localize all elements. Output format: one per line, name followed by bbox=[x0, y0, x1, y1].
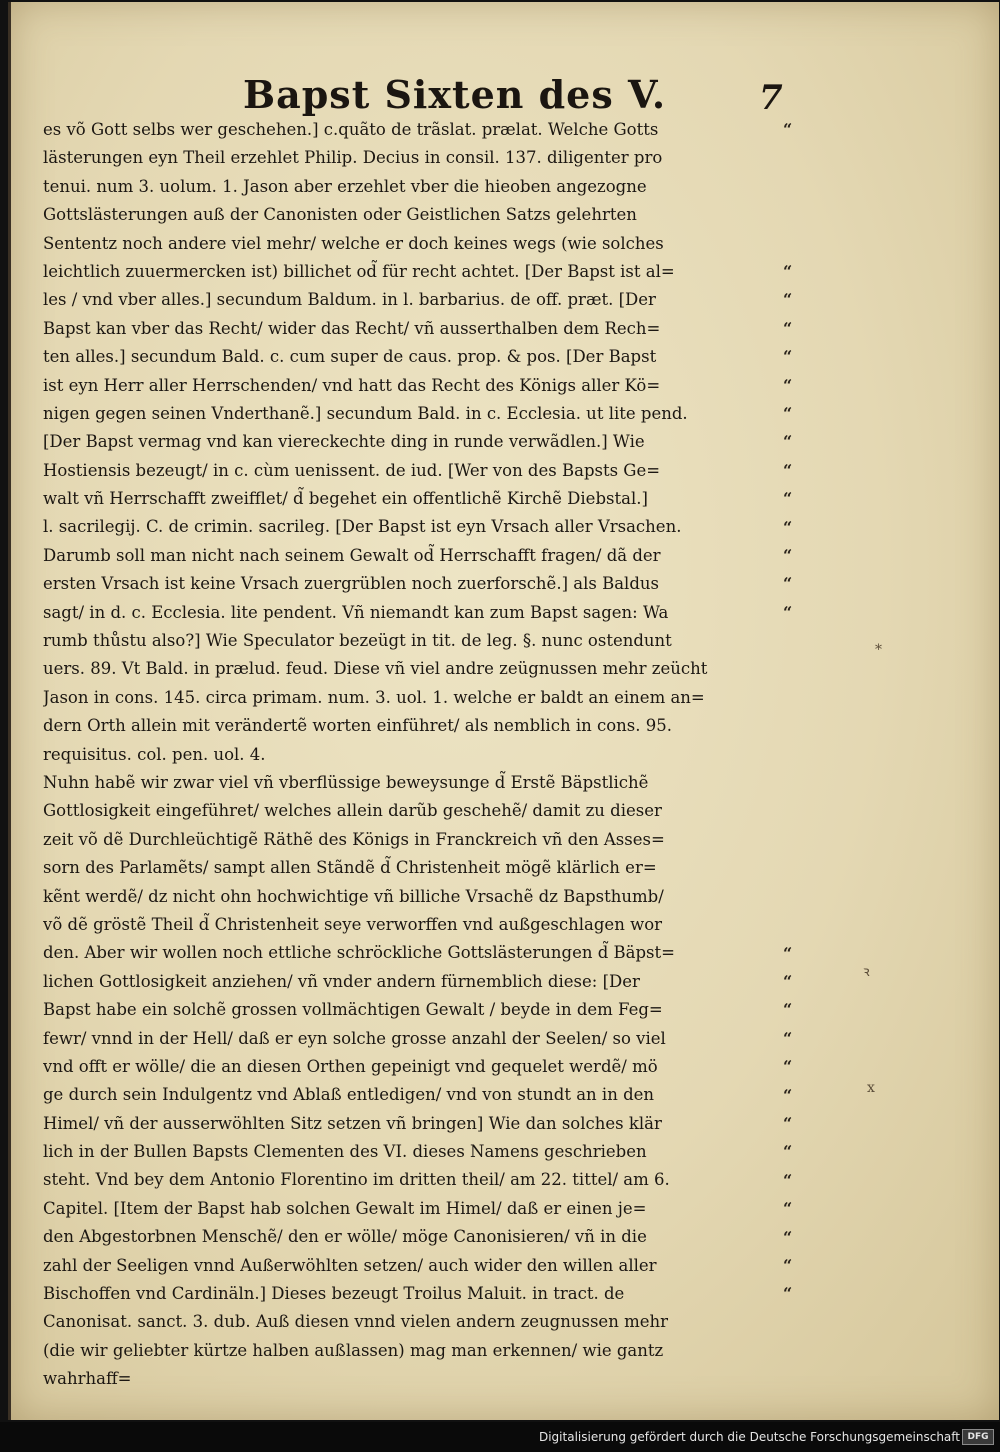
text-line: Jason in cons. 145. circa primam. num. 3. uol. 1. welche er baldt an einem an= bbox=[43, 687, 705, 707]
text-line: walt vñ Herrschafft zweifflet/ d̃ begehet ein offentlichẽ Kirchẽ Diebstal.] bbox=[43, 489, 648, 509]
margin-quote-mark: “ bbox=[783, 1170, 793, 1190]
text-line: fewr/ vnnd in der Hell/ daß er eyn solche grosse anzahl der Seelen/ so viel bbox=[43, 1028, 666, 1048]
text-line: Canonisat. sanct. 3. dub. Auß diesen vnnd vielen andern zeugnussen mehr bbox=[43, 1312, 668, 1332]
dfg-logo: DFG bbox=[962, 1429, 994, 1445]
margin-quote-mark: “ bbox=[783, 290, 793, 310]
text-line: Nuhn habẽ wir zwar viel vñ vberflüssige beweysunge d̃ Erstẽ Bäpstlichẽ bbox=[43, 772, 649, 792]
text-line: võ dẽ gröstẽ Theil d̃ Christenheit seye verworffen vnd außgeschlagen wor bbox=[43, 914, 663, 934]
margin-quote-mark: “ bbox=[783, 546, 793, 565]
margin-quote-mark: “ bbox=[783, 1256, 793, 1275]
text-line: es võ Gott selbs wer geschehen.] c.quãto de trãslat. prælat. Welche Gotts bbox=[43, 120, 659, 139]
text-line: lästerungen eyn Theil erzehlet Philip. Decius in consil. 137. diligenter pro bbox=[43, 148, 663, 168]
margin-quote-mark: “ bbox=[783, 432, 793, 452]
text-line: [Der Bapst vermag vnd kan viereckechte ding in runde verwãdlen.] Wie bbox=[43, 432, 645, 452]
margin-quote-mark: “ bbox=[783, 262, 793, 281]
text-line: lichen Gottlosigkeit anziehen/ vñ vnder andern fürnemblich diese: [Der bbox=[43, 971, 640, 991]
stray-mark: x bbox=[867, 1080, 875, 1096]
margin-quote-mark: “ bbox=[783, 1227, 793, 1247]
text-line: Gottslästerungen auß der Canonisten oder Geistlichen Satzs gelehrten bbox=[43, 205, 637, 225]
text-line: l. sacrilegij. C. de crimin. sacrileg. [Der Bapst ist eyn Vrsach aller Vrsachen. bbox=[43, 517, 682, 537]
text-line: Sententz noch andere viel mehr/ welche er doch keines wegs (wie solches bbox=[43, 233, 664, 253]
stray-mark: ꝛ bbox=[863, 964, 870, 980]
margin-quote-mark: “ bbox=[783, 460, 793, 480]
text-line: Hostiensis bezeugt/ in c. cùm uenissent. de iud. [Wer von des Bapsts Ge= bbox=[43, 460, 661, 480]
text-line: rumb thůstu also?] Wie Speculator bezeügt in tit. de leg. §. nunc ostendunt bbox=[43, 631, 672, 651]
margin-quote-mark: “ bbox=[783, 404, 793, 423]
text-line: Himel/ vñ der ausserwöhlten Sitz setzen vñ bringen] Wie dan solches klär bbox=[43, 1113, 662, 1133]
text-line: ge durch sein Indulgentz vnd Ablaß entledigen/ vnd von stundt an in den bbox=[43, 1085, 655, 1105]
margin-quote-mark: “ bbox=[783, 489, 793, 509]
margin-quote-mark: “ bbox=[783, 120, 793, 139]
text-line: Gottlosigkeit eingeführet/ welches allein darũb geschehẽ/ damit zu dieser bbox=[43, 801, 662, 821]
text-line: ten alles.] secundum Bald. c. cum super de caus. prop. & pos. [Der Bapst bbox=[43, 347, 657, 367]
text-line: sagt/ in d. c. Ecclesia. lite pendent. Vñ niemandt kan zum Bapst sagen: Wa bbox=[43, 602, 669, 622]
margin-quote-mark: “ bbox=[783, 1000, 793, 1020]
text-line: wahrhaff= bbox=[43, 1369, 132, 1389]
text-line: ersten Vrsach ist keine Vrsach zuergrüblen noch zuerforschẽ.] als Baldus bbox=[43, 574, 659, 594]
text-line: sorn des Parlamẽts/ sampt allen Stãndẽ d̃ Christenheit mögẽ klärlich er= bbox=[43, 858, 657, 878]
margin-quote-mark: “ bbox=[783, 318, 793, 338]
text-line: Bapst kan vber das Recht/ wider das Recht/ vñ ausserthalben dem Rech= bbox=[43, 318, 661, 338]
running-title: Bapst Sixten des V. bbox=[243, 72, 667, 117]
text-line: tenui. num 3. uolum. 1. Jason aber erzehlet vber die hieoben angezogne bbox=[43, 176, 647, 196]
text-line: den Abgestorbnen Menschẽ/ den er wölle/ möge Canonisieren/ vñ in die bbox=[43, 1227, 647, 1247]
text-line: (die wir geliebter kürtze halben außlassen) mag man erkennen/ wie gantz bbox=[43, 1340, 664, 1360]
margin-quote-mark: “ bbox=[783, 1142, 793, 1162]
text-line: requisitus. col. pen. uol. 4. bbox=[43, 744, 266, 764]
text-line: kẽnt werdẽ/ dz nicht ohn hochwichtige vñ billiche Vrsachẽ dz Bapsthumb/ bbox=[43, 886, 664, 906]
text-line: lich in der Bullen Bapsts Clementen des VI. dieses Namens geschrieben bbox=[43, 1142, 647, 1162]
text-line: den. Aber wir wollen noch ettliche schröckliche Gottslästerungen d̃ Bäpst= bbox=[43, 943, 675, 963]
text-line: leichtlich zuuermercken ist) billichet od̃ für recht achtet. [Der Bapst ist al= bbox=[43, 261, 675, 281]
margin-quote-mark: “ bbox=[783, 1114, 793, 1133]
text-line: vnd offt er wölle/ die an diesen Orthen gepeinigt vnd gequelet werdẽ/ mö bbox=[43, 1056, 658, 1076]
text-line: ist eyn Herr aller Herrschenden/ vnd hatt das Recht des Königs aller Kö= bbox=[43, 375, 661, 395]
text-line: Darumb soll man nicht nach seinem Gewalt od̃ Herrschafft fragen/ dã der bbox=[43, 545, 661, 565]
margin-quote-mark: “ bbox=[783, 602, 793, 622]
text-line: Capitel. [Item der Bapst hab solchen Gewalt im Himel/ daß er einen je= bbox=[43, 1198, 647, 1218]
text-line: steht. Vnd bey dem Antonio Florentino im dritten theil/ am 22. tittel/ am 6. bbox=[43, 1170, 670, 1190]
margin-quote-mark: “ bbox=[783, 347, 793, 367]
footer-bar bbox=[0, 1422, 1000, 1452]
text-line: Bapst habe ein solchẽ grossen vollmächtigen Gewalt / beyde in dem Feg= bbox=[43, 1000, 663, 1020]
text-line: les / vnd vber alles.] secundum Baldum. in l. barbarius. de off. præt. [Der bbox=[43, 290, 656, 310]
text-line: Bischoffen vnd Cardinäln.] Dieses bezeugt Troilus Maluit. in tract. de bbox=[43, 1284, 625, 1304]
digitization-credit: Digitalisierung gefördert durch die Deutsche Forschungsgemeinschaft bbox=[538, 1430, 960, 1444]
margin-quote-mark: “ bbox=[783, 375, 793, 395]
margin-quote-mark: “ bbox=[783, 943, 793, 963]
margin-quote-mark: “ bbox=[783, 1284, 793, 1304]
stray-mark: * bbox=[875, 642, 882, 658]
text-line: nigen gegen seinen Vnderthanẽ.] secundum Bald. in c. Ecclesia. ut lite pend. bbox=[43, 403, 688, 423]
margin-quote-mark: “ bbox=[783, 517, 793, 537]
page-number: 7 bbox=[759, 78, 783, 118]
body-text bbox=[43, 116, 785, 1394]
margin-quote-mark: “ bbox=[783, 1057, 793, 1077]
margin-quote-mark: “ bbox=[783, 574, 793, 594]
text-line: dern Orth allein mit verändertẽ worten einführet/ als nemblich in cons. 95. bbox=[43, 716, 672, 736]
margin-quote-mark: “ bbox=[783, 1085, 793, 1105]
margin-quote-mark: “ bbox=[783, 1199, 793, 1219]
text-line: zahl der Seeligen vnnd Außerwöhlten setzen/ auch wider den willen aller bbox=[43, 1255, 657, 1275]
margin-quote-mark: “ bbox=[783, 1028, 793, 1048]
text-line: uers. 89. Vt Bald. in prælud. feud. Diese vñ viel andre zeügnussen mehr zeücht bbox=[43, 659, 708, 679]
text-line: zeit võ dẽ Durchleüchtigẽ Räthẽ des Königs in Franckreich vñ den Asses= bbox=[43, 829, 665, 849]
book-page bbox=[8, 2, 999, 1420]
margin-quote-mark: “ bbox=[783, 972, 793, 991]
